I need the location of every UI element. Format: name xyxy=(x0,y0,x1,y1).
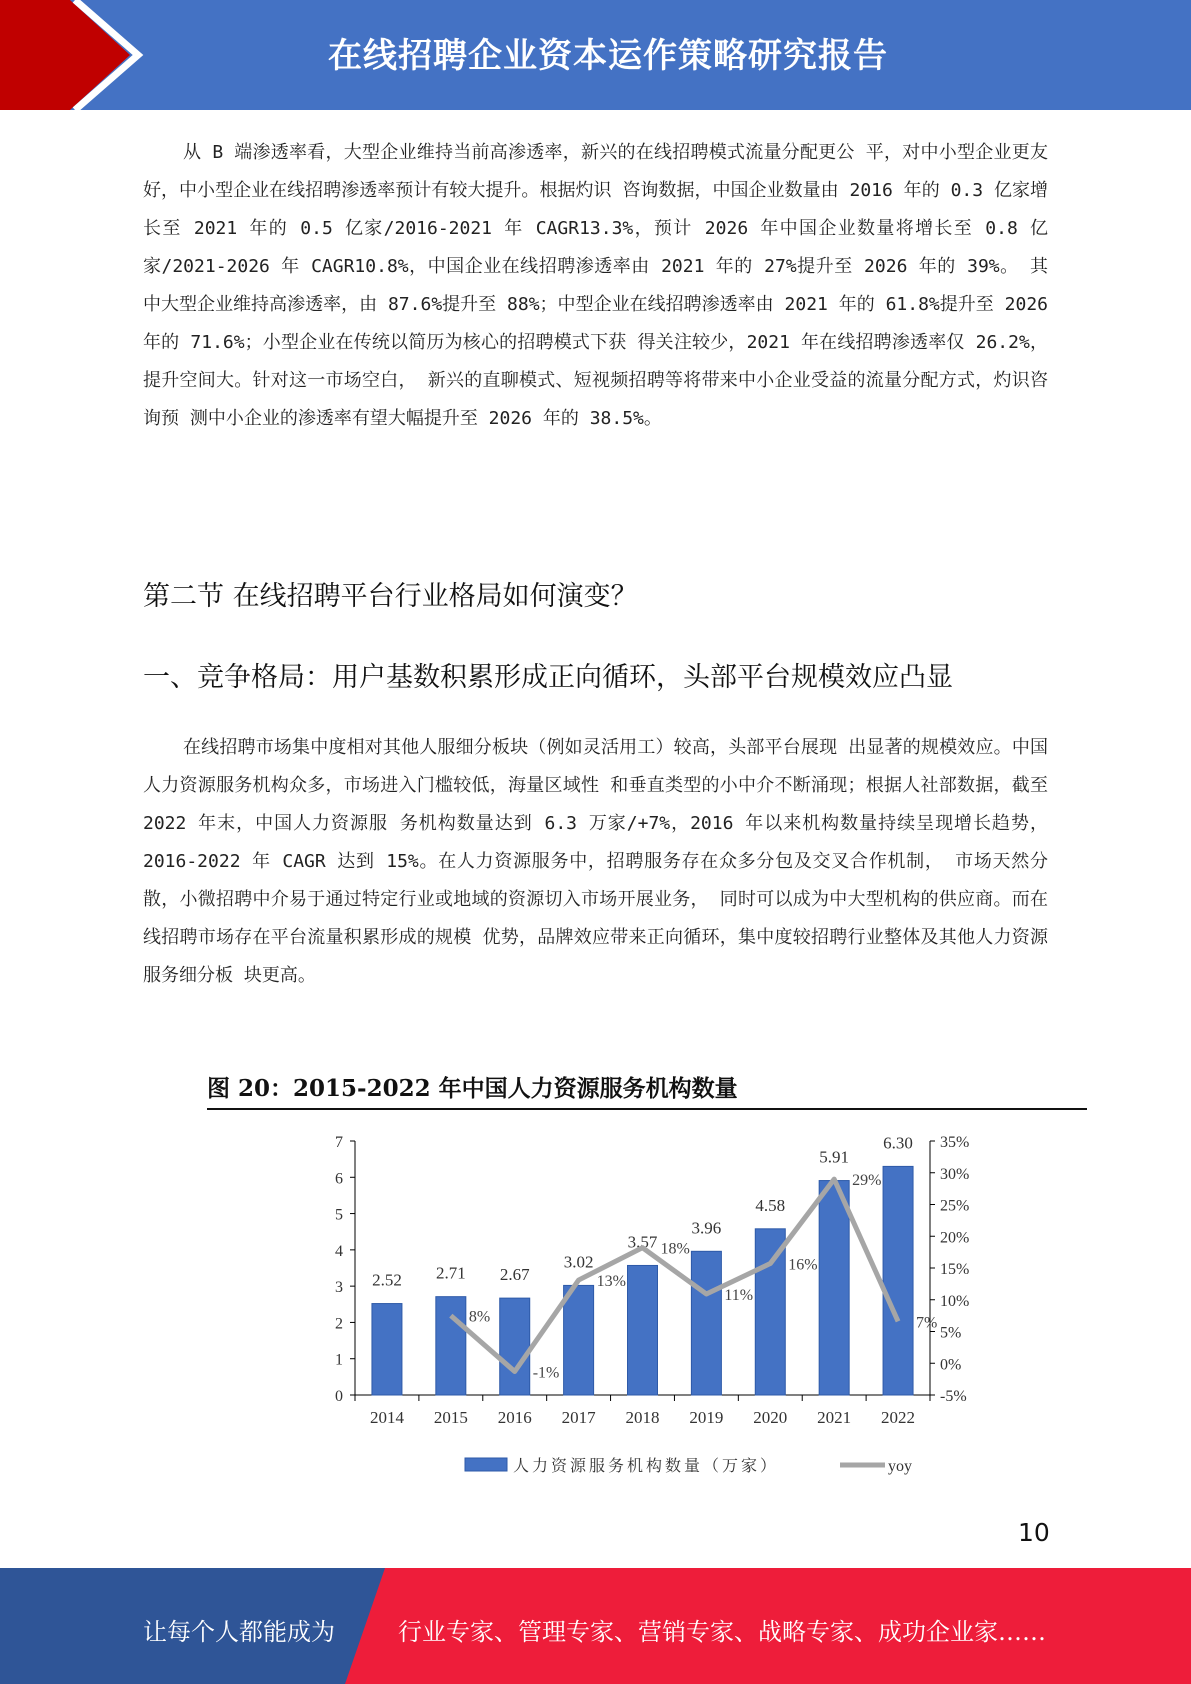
yoy-value-label: -1% xyxy=(532,1364,560,1382)
left-tick-label: 6 xyxy=(335,1170,343,1188)
page-footer xyxy=(0,1568,1191,1684)
left-tick-label: 1 xyxy=(335,1351,343,1369)
yoy-value-label: 29% xyxy=(852,1172,882,1190)
left-tick-label: 5 xyxy=(335,1206,343,1224)
right-tick-label: 0% xyxy=(940,1356,962,1374)
right-tick-label: -5% xyxy=(940,1388,967,1405)
x-tick-label: 2019 xyxy=(689,1408,724,1427)
bar-2021 xyxy=(819,1181,849,1395)
x-tick-label: 2014 xyxy=(369,1408,404,1427)
right-tick-label: 15% xyxy=(940,1261,970,1278)
body-paragraph-1: 从 B 端渗透率看，大型企业维持当前高渗透率，新兴的在线招聘模式流量分配更公 平，对中小型企业更友好，中小型企业在线招聘渗透率预计有较大提升。根据灼识 咨询数据，中国企业数量由 2016 年的 0.3 亿家增长至 2021 年的 0.5 亿家/2016-2021 年 CAGR13.3%，预计 2026 年中国企业数量将增长至 0.8 亿家/2021-2026 年 CAGR10.8%，中国企业在线招聘渗透率由 2021 年的 27%提升至 2026 年的 39%。 其中大型企业维持高渗透率，由 87.6%提升至 88%；中型企业在线招聘渗透率由 2021 年的 61.8%提升至 2026 年的 71.6%；小型企业在传统以简历为核心的招聘模式下获 得关注较少，2021 年在线招聘渗透率仅 26.2%，提升空间大。针对这一市场空白， 新兴的直聊模式、短视频招聘等将带来中小企业受益的流量分配方式，灼识咨询预 测中小企业的渗透率有望大幅提升至 2026 年的 38.5%。 xyxy=(143,142,1048,429)
page-number: 10 xyxy=(1018,1518,1050,1547)
right-tick-label: 10% xyxy=(940,1292,970,1310)
bar-2022 xyxy=(883,1166,913,1395)
left-tick-label: 4 xyxy=(335,1242,343,1260)
legend-line-label: yoy xyxy=(888,1458,912,1475)
right-tick-label: 35% xyxy=(940,1134,970,1151)
bar-value-label: 3.02 xyxy=(563,1252,594,1272)
report-title: 在线招聘企业资本运作策略研究报告 xyxy=(328,36,888,76)
right-tick-label: 20% xyxy=(940,1229,970,1247)
bar-2018 xyxy=(628,1265,658,1395)
bar-2017 xyxy=(564,1285,594,1395)
right-tick-label: 30% xyxy=(940,1165,970,1183)
x-tick-label: 2021 xyxy=(817,1408,852,1427)
bar-value-label: 3.96 xyxy=(691,1218,722,1238)
yoy-value-label: 13% xyxy=(596,1273,626,1291)
left-tick-label: 0 xyxy=(335,1388,343,1405)
bar-value-label: 4.58 xyxy=(755,1195,786,1215)
yoy-value-label: 11% xyxy=(724,1287,754,1305)
bar-value-label: 6.30 xyxy=(883,1133,913,1153)
left-tick-label: 2 xyxy=(335,1315,343,1333)
right-tick-label: 5% xyxy=(940,1324,962,1342)
agency-count-chart xyxy=(320,1125,1060,1485)
bar-value-label: 2.67 xyxy=(499,1265,530,1285)
left-tick-label: 3 xyxy=(335,1279,343,1297)
bar-2014 xyxy=(372,1304,402,1395)
bar-2015 xyxy=(436,1297,466,1395)
bar-value-label: 3.57 xyxy=(627,1232,658,1252)
bar-value-label: 2.52 xyxy=(372,1270,402,1290)
x-tick-label: 2016 xyxy=(497,1408,532,1427)
subsection-heading: 一、竞争格局：用户基数积累形成正向循环，头部平台规模效应凸显 xyxy=(143,662,953,693)
bar-value-label: 2.71 xyxy=(435,1263,466,1283)
yoy-value-label: 7% xyxy=(916,1314,938,1332)
x-tick-label: 2020 xyxy=(753,1408,788,1427)
bar-value-label: 5.91 xyxy=(819,1147,850,1167)
section-heading: 第二节 在线招聘平台行业格局如何演变？ xyxy=(143,581,638,612)
left-tick-label: 7 xyxy=(335,1134,343,1151)
x-tick-label: 2015 xyxy=(433,1408,468,1427)
x-tick-label: 2022 xyxy=(881,1408,916,1427)
footer-slogan-left: 让每个人都能成为 xyxy=(143,1618,335,1646)
bar-2016 xyxy=(500,1298,530,1395)
bar-2019 xyxy=(691,1251,721,1395)
legend-bar-label: 人力资源服务机构数量（万家） xyxy=(513,1458,780,1475)
figure-title: 图 20：2015-2022 年中国人力资源服务机构数量 xyxy=(207,1070,1087,1110)
page-header xyxy=(0,0,1191,110)
legend-bar-swatch xyxy=(465,1458,507,1471)
yoy-value-label: 16% xyxy=(788,1256,818,1274)
yoy-value-label: 18% xyxy=(660,1240,690,1258)
yoy-value-label: 8% xyxy=(468,1308,491,1326)
footer-slogan-right: 行业专家、管理专家、营销专家、战略专家、成功企业家…… xyxy=(398,1618,1046,1646)
x-tick-label: 2018 xyxy=(625,1408,660,1427)
x-tick-label: 2017 xyxy=(561,1408,596,1427)
body-paragraph-2: 在线招聘市场集中度相对其他人服细分板块（例如灵活用工）较高，头部平台展现 出显著的规模效应。中国人力资源服务机构众多，市场进入门槛较低，海量区域性 和垂直类型的小中介不断涌现；根据人社部数据，截至 2022 年末，中国人力资源服 务机构数量达到 6.3 万家/+7%，2016 年以来机构数量持续呈现增长趋势，2016-2022 年 CAGR 达到 15%。在人力资源服务中，招聘服务存在众多分包及交叉合作机制， 市场天然分散，小微招聘中介易于通过特定行业或地域的资源切入市场开展业务， 同时可以成为中大型机构的供应商。而在线招聘市场存在平台流量积累形成的规模 优势，品牌效应带来正向循环，集中度较招聘行业整体及其他人力资源服务细分板 块更高。 xyxy=(143,737,1048,986)
right-tick-label: 25% xyxy=(940,1197,970,1215)
